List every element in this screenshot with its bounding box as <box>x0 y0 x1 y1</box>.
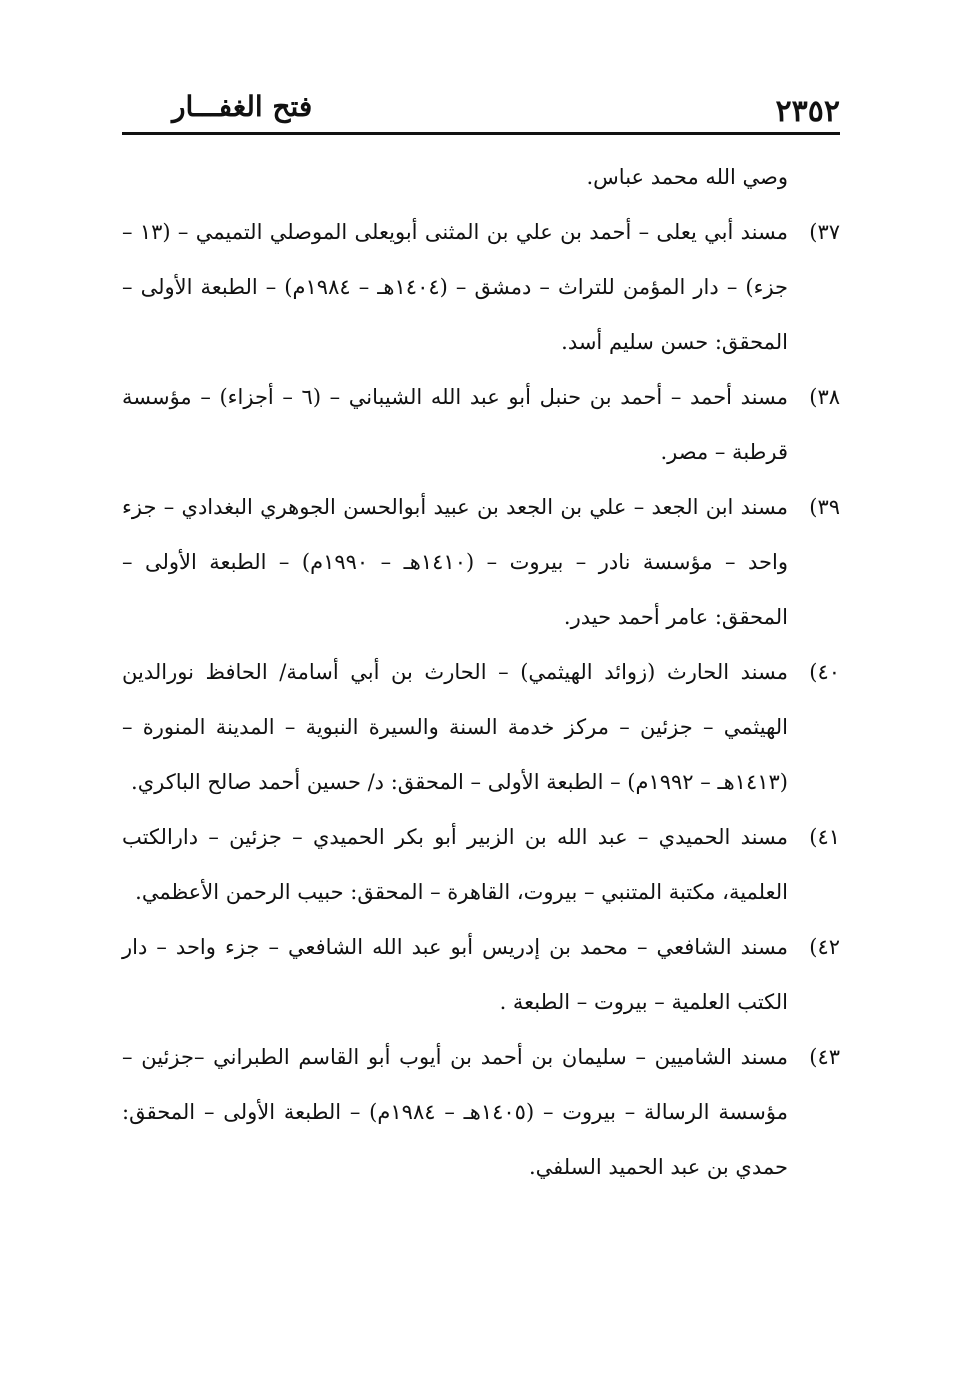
entry-text: مسند الشاميين – سليمان بن أحمد بن أيوب أبو القاسم الطبراني –جزئين – مؤسسة الرسالة – بيروت – (١٤٠٥هـ – ١٩٨٤م) – الطبعة الأولى – المحقق: حمدي بن عبد الحميد السلفي. <box>122 1045 788 1179</box>
list-item <box>122 645 840 810</box>
running-title: فتح الغفـــار <box>172 90 313 123</box>
page-header <box>122 86 840 138</box>
entry-text: مسند ابن الجعد – علي بن الجعد بن عبيد أبوالحسن الجوهري البغدادي – جزء واحد – مؤسسة نادر – بيروت – (١٤١٠هـ – ١٩٩٠م) – الطبعة الأولى – المحقق: عامر أحمد حيدر. <box>122 495 789 629</box>
page-number: ٢٣٥٢ <box>775 94 840 129</box>
entry-number: ٤٣) <box>809 1045 840 1069</box>
list-item <box>122 480 840 645</box>
list-item <box>122 920 840 1030</box>
list-item <box>122 1030 840 1195</box>
list-item <box>122 810 840 920</box>
list-item <box>122 370 840 480</box>
entry-text: مسند الشافعي – محمد بن إدريس أبو عبد الله الشافعي – جزء واحد – دار الكتب العلمية – بيروت – الطبعة . <box>122 935 788 1014</box>
entry-number: ٤١) <box>809 825 840 849</box>
continuation-line: وصي الله محمد عباس. <box>586 165 788 189</box>
entry-number: ٤٢) <box>809 935 840 959</box>
list-item <box>122 205 840 370</box>
entry-text: مسند أبي يعلى – أحمد بن علي بن المثنى أبويعلى الموصلي التميمي – (١٣ – جزء) – دار المؤمن للتراث – دمشق – (١٤٠٤هـ – ١٩٨٤م) – الطبعة الأولى – المحقق: حسن سليم أسد. <box>122 220 789 354</box>
entry-number: ٣٧) <box>809 220 840 244</box>
bibliography-list <box>122 150 840 1195</box>
entry-text: مسند أحمد – أحمد بن حنبل أبو عبد الله الشيباني – (٦ – أجزاء) – مؤسسة قرطبة – مصر. <box>122 385 788 464</box>
entry-text: مسند الحميدي – عبد الله بن الزبير أبو بكر الحميدي – جزئين – دارالكتب العلمية، مكتبة المتنبي – بيروت، القاهرة – المحقق: حبيب الرحمن الأعظمي. <box>122 825 788 904</box>
entry-number: ٣٨) <box>809 385 840 409</box>
entry-number: ٤٠) <box>809 660 840 684</box>
header-rule <box>122 132 840 135</box>
entry-text: مسند الحارث (زوائد الهيثمي) – الحارث بن أبي أسامة/ الحافظ نورالدين الهيثمي – جزئين – مركز خدمة السنة والسيرة النبوية – المدينة المنورة – (١٤١٣هـ – ١٩٩٢م) – الطبعة الأولى – المحقق: د/ حسين أحمد صالح الباكري. <box>122 660 788 794</box>
entry-number: ٣٩) <box>809 495 840 519</box>
